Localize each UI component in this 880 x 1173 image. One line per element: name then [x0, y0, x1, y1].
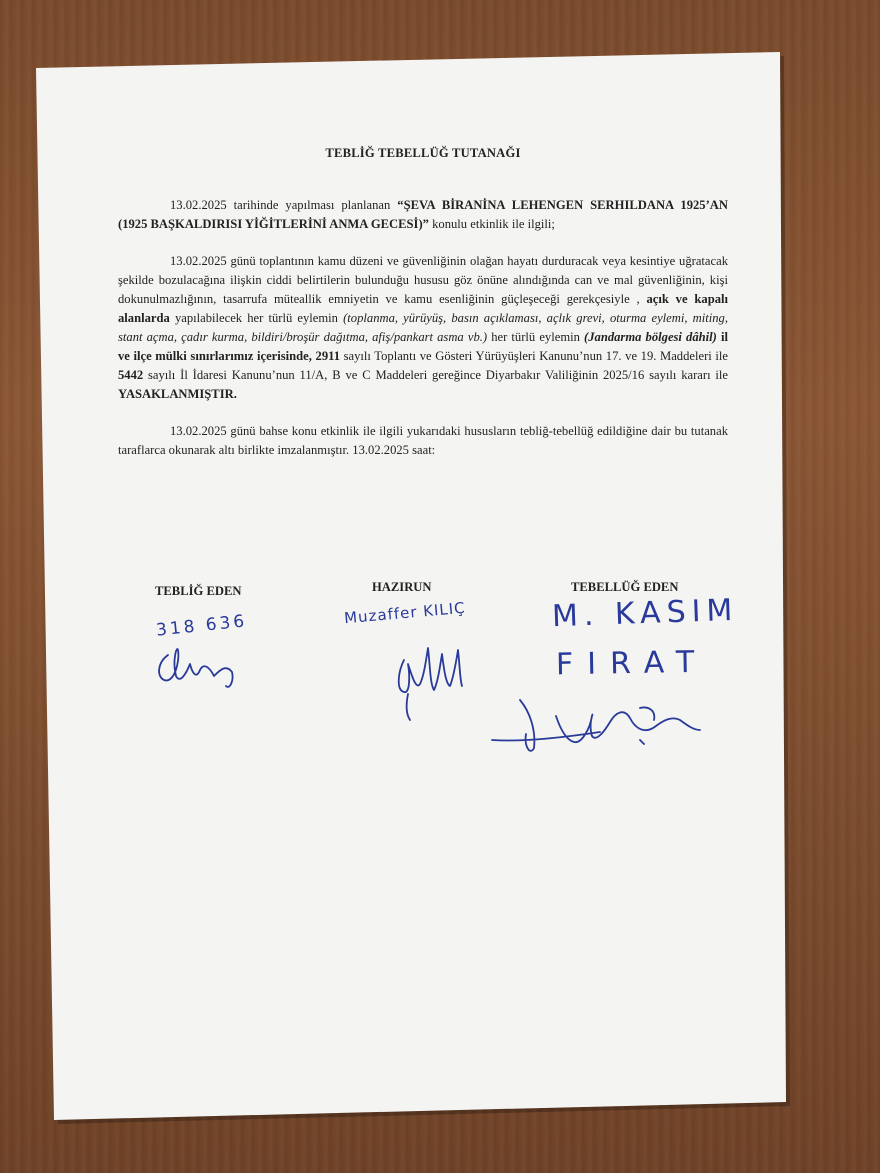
- text-run: konulu etkinlik ile ilgili;: [428, 217, 555, 231]
- handwritten-name-hazirun: Muzaffer KILIÇ: [343, 598, 467, 628]
- handwritten-registry-number: 318 636: [155, 611, 249, 641]
- text-run: sayılı İl İdaresi Kanunu’nun 11/A, B ve C Maddeleri gereğince Diyarbakır Valiliğinin 2025/16 sayılı kararı ile: [143, 368, 728, 382]
- italic-run: (toplanma, yürüyüş, basın açıklaması, açlık grevi, oturma eylemi, miting, stant açma, çadır kurma, bildiri/broşür dağıtma, afiş/pankart asma vb.): [118, 311, 728, 344]
- text-run: tarihinde yapılması planlanan: [226, 198, 398, 212]
- signature-heading-teblig: TEBLİĞ EDEN: [155, 584, 242, 598]
- handwritten-name-line1: M. KASIM: [551, 592, 739, 635]
- handwritten-name-line2: FIRAT: [555, 644, 709, 683]
- bold-run: il ve ilçe mülki sınırlarımız içerisinde, 2911: [118, 330, 728, 363]
- text-run: 13.02.2025 günü toplantının kamu düzeni ve güvenliğinin olağan hayatı durduracak veya kesintiye uğratacak şekilde bozulacağına ilişkin ciddi belirtilerin bulunduğu hususu göz önüne alındığında can ve mal güvenliğinin, kişi dokunulmazlığının, tasarrufa müteallik emniyetin ve kamu esenliğinin güçleşeceği gerekçesiyle ,: [118, 254, 728, 306]
- bold-run: açık ve kapalı alanlarda: [118, 292, 728, 325]
- bold-italic-run: (Jandarma bölgesi dâhil): [584, 330, 717, 344]
- paragraph-decision: [118, 252, 728, 404]
- signature-heading-hazirun: HAZIRUN: [372, 580, 432, 594]
- text-run: yapılabilecek her türlü eylemin: [169, 311, 344, 325]
- event-name: “ŞEVA BİRANİNA LEHENGEN SERHILDANA 1925’AN (1925 BAŞKALDIRISI YİĞİTLERİNİ ANMA GECESİ)”: [118, 198, 728, 231]
- bold-run: 5442: [118, 368, 144, 382]
- document-body: [118, 140, 728, 478]
- text-run: sayılı Toplantı ve Gösteri Yürüyüşleri Kanunu’nun 17. ve 19. Maddeleri ile: [340, 349, 728, 363]
- paragraph-event: [118, 196, 728, 234]
- document-title: TEBLİĞ TEBELLÜĞ TUTANAĞI: [325, 146, 521, 160]
- paragraph-closing: 13.02.2025 günü bahse konu etkinlik ile ilgili yukarıdaki hususların tebliğ-tebellüğ edildiğine dair bu tutanak taraflarca okunarak altı birlikte imzalanmıştır. 13.02.2025 saat:: [118, 424, 728, 457]
- event-date: 13.02.2025: [170, 198, 227, 212]
- ban-statement: YASAKLANMIŞTIR.: [118, 387, 237, 401]
- signature-heading-tebellug: TEBELLÜĞ EDEN: [571, 580, 679, 594]
- text-run: her türlü eylemin: [487, 330, 585, 344]
